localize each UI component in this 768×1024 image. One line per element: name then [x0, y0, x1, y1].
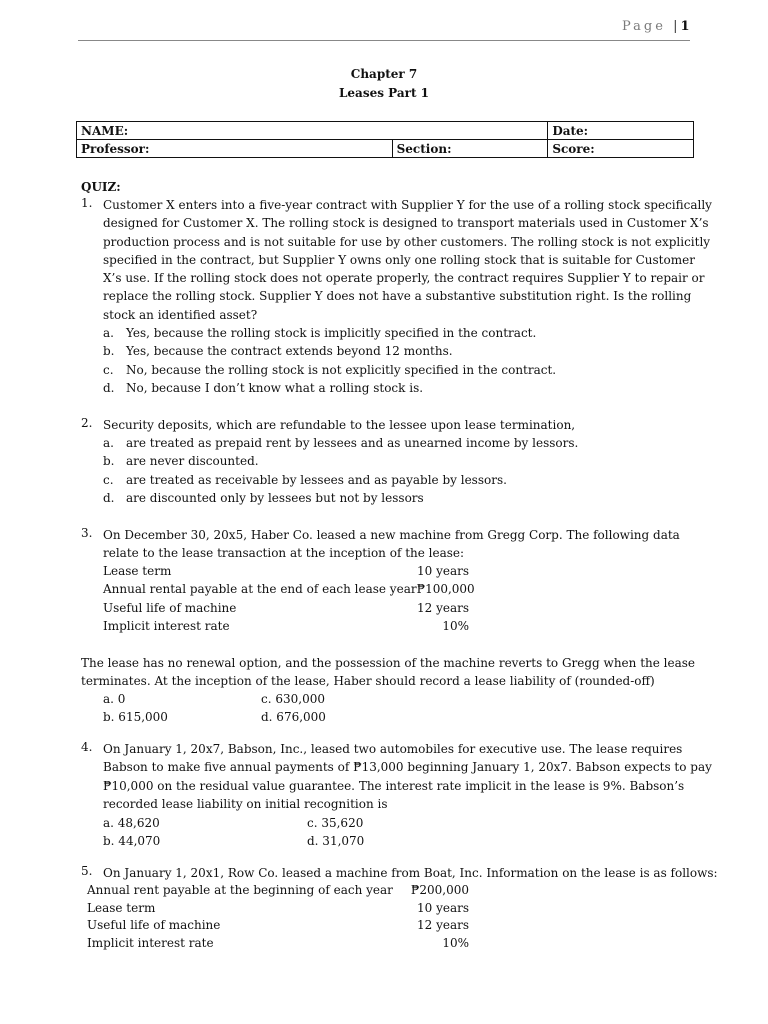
q2-number: 2. — [81, 416, 93, 430]
data-value: ₱100,000 — [416, 582, 475, 597]
data-label: Useful life of machine — [103, 600, 237, 615]
q2-option-b: are never discounted. — [126, 454, 259, 469]
q1-line: replace the rolling stock. Supplier Y does not have a substantive substitution right. Is the rolling — [103, 289, 692, 304]
q1-line: stock an identified asset? — [103, 307, 258, 322]
option-label: c. — [103, 472, 114, 487]
q4-option-b: b. 44,070 — [103, 834, 161, 848]
score-cell: Score: — [548, 140, 694, 158]
chapter-subtitle: Leases Part 1 — [338, 86, 430, 100]
q3-number: 3. — [81, 526, 93, 540]
data-row — [103, 580, 475, 598]
q3-option-d: d. 676,000 — [261, 710, 326, 724]
page-separator: | — [673, 19, 681, 34]
quiz-heading: QUIZ: — [81, 180, 121, 194]
q4-option-a: a. 48,620 — [103, 816, 160, 830]
name-cell: NAME: — [77, 122, 548, 140]
data-row — [87, 900, 469, 918]
data-row — [103, 562, 469, 580]
q1-line: specified in the contract, but Supplier Y owns only one rolling stock that is suitable for Customer — [103, 252, 695, 267]
page-header — [622, 19, 690, 34]
option-label: c. — [103, 362, 114, 377]
q1-line: designed for Customer X. The rolling stock is designed to transport materials used in Customer X’s — [103, 216, 709, 231]
data-value: ₱200,000 — [410, 883, 469, 897]
option-label: d. — [103, 380, 115, 395]
q5-data-table — [87, 882, 469, 952]
q4-line: recorded lease liability on initial recognition is — [103, 796, 388, 811]
data-label: Lease term — [87, 900, 156, 915]
chapter-title: Chapter 7 — [350, 67, 418, 81]
q3-data-table — [103, 562, 475, 635]
q3-option-c: c. 630,000 — [261, 692, 325, 706]
q4-line: ₱10,000 on the residual value guarantee. The interest rate implicit in the lease is 9%. Babson’s — [103, 778, 685, 793]
q1-line: X’s use. If the rolling stock does not operate properly, the contract requires Supplier Y to repair or — [103, 271, 705, 286]
data-label: Useful life of machine — [87, 918, 221, 932]
data-value: 12 years — [416, 918, 469, 932]
option-label: b. — [103, 454, 115, 469]
q1-option-a: Yes, because the rolling stock is implicitly specified in the contract. — [126, 326, 537, 340]
q3-option-a: a. 0 — [103, 692, 126, 706]
q2-option-d: are discounted only by lessees but not by lessors — [126, 490, 424, 505]
question-1 — [103, 196, 712, 324]
q2-option-c: are treated as receivable by lessees and as payable by lessors. — [126, 472, 507, 487]
option-label: b. — [103, 344, 115, 359]
option-label: d. — [103, 490, 115, 505]
page-label: Page — [622, 19, 666, 34]
q1-option-c: No, because the rolling stock is not explicitly specified in the contract. — [126, 362, 557, 377]
q2-options — [103, 434, 578, 507]
question-4 — [103, 740, 712, 813]
q1-number: 1. — [81, 196, 93, 210]
data-label: Lease term — [103, 564, 172, 578]
q4-option-d: d. 31,070 — [307, 834, 365, 848]
question-2: Security deposits, which are refundable to the lessee upon lease termination, — [103, 418, 576, 432]
q1-line: Customer X enters into a five-year contract with Supplier Y for the use of a rolling stock specifically — [103, 198, 712, 212]
question-5: On January 1, 20x1, Row Co. leased a machine from Boat, Inc. Information on the lease is as follows: — [103, 866, 718, 880]
data-label: Implicit interest rate — [87, 935, 214, 950]
data-label: Annual rent payable at the beginning of each year — [87, 883, 393, 897]
q2-option-a: are treated as prepaid rent by lessees and as unearned income by lessors. — [126, 436, 579, 450]
data-value: 10% — [442, 618, 469, 633]
q4-option-c: c. 35,620 — [307, 816, 364, 830]
section-cell: Section: — [392, 140, 548, 158]
data-row — [103, 599, 469, 617]
data-row — [103, 617, 469, 635]
header-rule — [78, 40, 690, 41]
data-value: 10 years — [416, 564, 469, 578]
q5-number: 5. — [81, 864, 93, 878]
data-row — [87, 882, 469, 900]
q3-line: On December 30, 20x5, Haber Co. leased a new machine from Gregg Corp. The following data — [103, 528, 680, 542]
data-value: 12 years — [416, 600, 469, 615]
data-label: Annual rental payable at the end of each lease year — [103, 582, 417, 597]
date-cell: Date: — [548, 122, 694, 140]
page-number: 1 — [680, 19, 690, 34]
q4-line: Babson to make five annual payments of ₱13,000 beginning January 1, 20x7. Babson expects to pay — [103, 760, 712, 775]
data-label: Implicit interest rate — [103, 618, 230, 633]
data-row — [87, 917, 469, 935]
q3-line: relate to the lease transaction at the inception of the lease: — [103, 546, 465, 561]
q3-option-b: b. 615,000 — [103, 710, 168, 724]
data-value: 10% — [442, 935, 469, 950]
student-info-table — [76, 121, 694, 158]
q4-number: 4. — [81, 740, 93, 754]
option-label: a. — [103, 326, 114, 340]
q4-line: On January 1, 20x7, Babson, Inc., leased two automobiles for executive use. The lease requires — [103, 742, 683, 756]
q3-follow-line: terminates. At the inception of the lease, Haber should record a lease liability of (rounded-off) — [81, 674, 655, 689]
data-row — [87, 935, 469, 953]
q1-line: production process and is not suitable for use by other customers. The rolling stock is not explicitly — [103, 234, 711, 249]
question-3 — [103, 526, 680, 563]
q1-option-b: Yes, because the contract extends beyond 12 months. — [126, 344, 453, 359]
q3-follow-line: The lease has no renewal option, and the possession of the machine reverts to Gregg when the lease — [81, 656, 696, 670]
option-label: a. — [103, 436, 114, 450]
data-value: 10 years — [416, 900, 469, 915]
q1-option-d: No, because I don’t know what a rolling stock is. — [126, 380, 424, 395]
q1-options — [103, 324, 556, 397]
q3-followup — [81, 654, 695, 691]
professor-cell: Professor: — [77, 140, 393, 158]
